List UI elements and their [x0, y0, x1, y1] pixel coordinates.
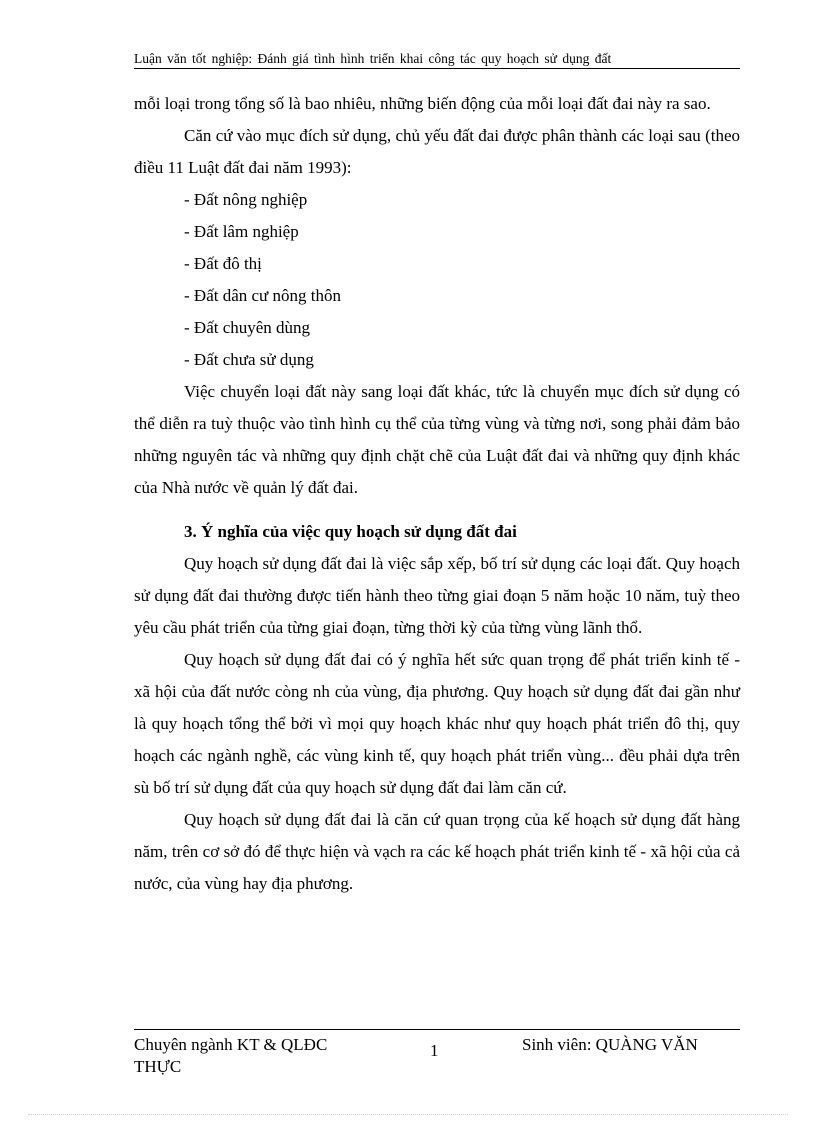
paragraph-significance: Quy hoạch sử dụng đất đai có ý nghĩa hết sức quan trọng để phát triển kinh tế - xã hội của đất nước còng nh của vùng, địa phương. Quy hoạch sử dụng đất đai gần như là quy hoạch tổng thể bởi vì mọi quy hoạch khác như quy hoạch phát triển đô thị, quy hoạch các ngành nghề, các vùng kinh tế, quy hoạch phát triển vùng... đều phải dựa trên sù bố trí sử dụng đất của quy hoạch sử dụng đất đai làm căn cứ. — [134, 650, 740, 797]
section-heading: 3. Ý nghĩa của việc quy hoạch sử dụng đất đai — [184, 522, 517, 541]
paragraph-annual-plan: Quy hoạch sử dụng đất đai là căn cứ quan trọng của kế hoạch sử dụng đất hàng năm, trên cơ sở đó để thực hiện và vạch ra các kế hoạch phát triển kinh tế - xã hội của cả nước, của vùng hay địa phương. — [134, 810, 740, 893]
paragraph-definition: Quy hoạch sử dụng đất đai là việc sắp xếp, bố trí sử dụng các loại đất. Quy hoạch sử dụng đất đai thường được tiến hành theo từng giai đoạn 5 năm hoặc 10 năm, tuỳ theo yêu cầu phát triển của từng giai đoạn, từng thời kỳ của từng vùng lãnh thổ. — [134, 554, 740, 637]
paragraph-continuation: mỗi loại trong tổng số là bao nhiêu, những biến động của mỗi loại đất đai này ra sao. — [134, 94, 711, 113]
document-body — [134, 88, 740, 900]
page-edge-dotted-line — [28, 1114, 788, 1115]
list-item: - Đất chưa sử dụng — [184, 350, 314, 369]
footer-student: Sinh viên: QUÀNG VĂN — [522, 1035, 698, 1054]
list-item: - Đất đô thị — [184, 254, 262, 273]
list-item: - Đất dân cư nông thôn — [184, 286, 341, 305]
list-item: - Đất chuyên dùng — [184, 318, 311, 337]
page-number: 1 — [430, 1041, 439, 1060]
header-divider — [134, 68, 740, 69]
list-item: - Đất lâm nghiệp — [184, 222, 299, 241]
running-header: Luận văn tốt nghiệp: Đánh giá tình hình triển khai công tác quy hoạch sử dụng đất — [134, 51, 612, 66]
footer-major: Chuyên ngành KT & QLĐC THỰC — [134, 1035, 328, 1076]
paragraph-conversion: Việc chuyển loại đất này sang loại đất khác, tức là chuyển mục đích sử dụng có thể diễn ra tuỳ thuộc vào tình hình cụ thể của từng vùng và từng nơi, song phải đảm bảo những nguyên tác và những quy định chặt chẽ của Luật đất đai và những quy định khác của Nhà nước về quản lý đất đai. — [134, 382, 740, 497]
list-item: - Đất nông nghiệp — [184, 190, 308, 209]
paragraph-classification: Căn cứ vào mục đích sử dụng, chủ yếu đất đai được phân thành các loại sau (theo điều 11 Luật đất đai năm 1993): — [134, 126, 740, 177]
footer-divider — [134, 1029, 740, 1030]
